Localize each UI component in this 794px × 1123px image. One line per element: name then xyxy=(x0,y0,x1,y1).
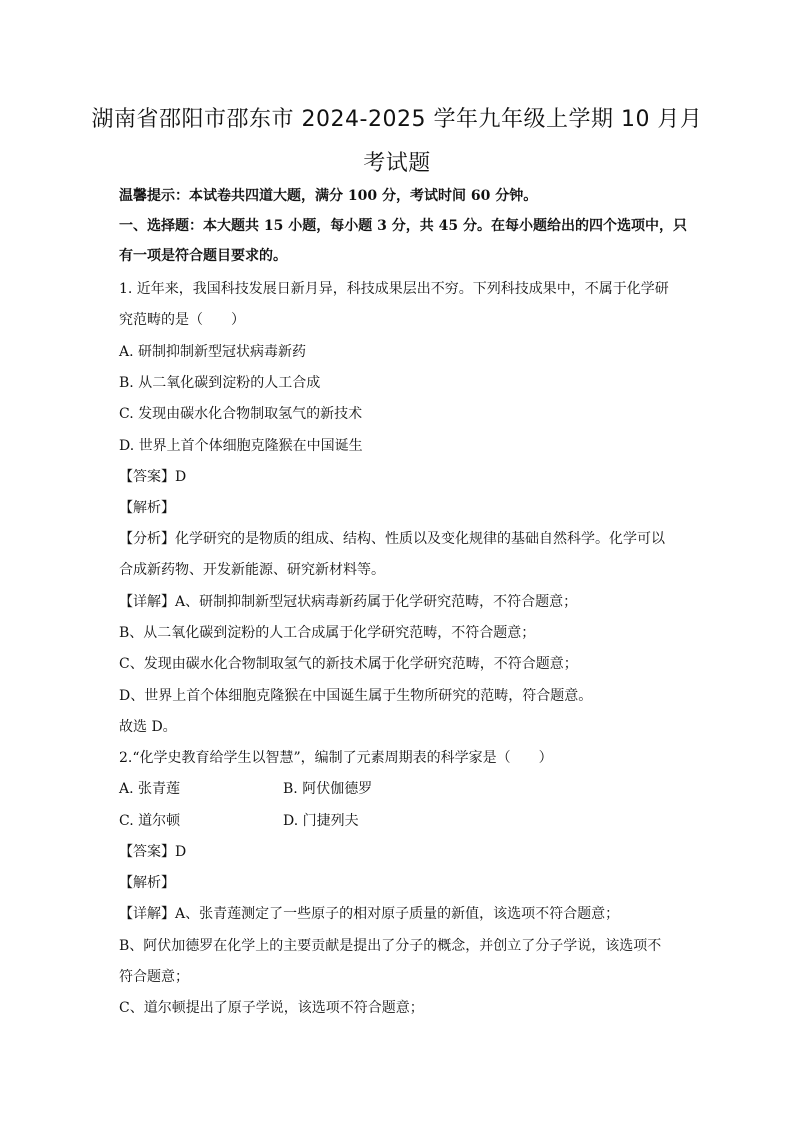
q1-option-d: D. 世界上首个体细胞克隆猴在中国诞生 xyxy=(119,438,363,454)
q2-answer: 【答案】D xyxy=(119,844,187,860)
q2-option-a: A. 张青莲 xyxy=(119,781,181,797)
q2-detail-line1: 【详解】A、张青莲测定了一些原子的相对原子质量的新值，该选项不符合题意； xyxy=(119,906,620,922)
q1-option-c: C. 发现由碳水化合物制取氢气的新技术 xyxy=(119,406,363,422)
q1-detail-d: D、世界上首个体细胞克隆猴在中国诞生属于生物所研究的范畴，符合题意。 xyxy=(119,688,593,704)
q1-fenxi-line1: 【分析】化学研究的是物质的组成、结构、性质以及变化规律的基础自然科学。化学可以 xyxy=(119,531,665,547)
q1-analysis-label: 【解析】 xyxy=(119,500,175,516)
notice: 温馨提示：本试卷共四道大题，满分 100 分，考试时间 60 分钟。 xyxy=(119,188,538,204)
q2-option-c: C. 道尔顿 xyxy=(119,813,181,829)
q1-stem-line2: 究范畴的是（ ） xyxy=(119,312,245,328)
section1-heading-line1: 一、选择题：本大题共 15 小题，每小题 3 分，共 45 分。在每小题给出的四个选项中，只 xyxy=(119,218,687,234)
q1-conclusion: 故选 D。 xyxy=(119,719,177,735)
q1-option-a: A. 研制抑制新型冠状病毒新药 xyxy=(119,344,307,360)
q2-detail-line3: 符合题意； xyxy=(119,969,189,985)
q1-fenxi-line2: 合成新药物、开发新能源、研究新材料等。 xyxy=(119,562,385,578)
q1-detail-c: C、发现由碳水化合物制取氢气的新技术属于化学研究范畴，不符合题意； xyxy=(119,656,578,672)
q1-detail-b: B、从二氧化碳到淀粉的人工合成属于化学研究范畴，不符合题意； xyxy=(119,625,536,641)
q1-answer: 【答案】D xyxy=(119,469,187,485)
doc-title-line1: 湖南省邵阳市邵东市 2024-2025 学年九年级上学期 10 月月 xyxy=(91,107,703,132)
q1-option-b: B. 从二氧化碳到淀粉的人工合成 xyxy=(119,375,321,391)
q2-detail-line4: C、道尔顿提出了原子学说，该选项不符合题意； xyxy=(119,1000,424,1016)
section1-heading-line2: 有一项是符合题目要求的。 xyxy=(119,248,287,264)
q2-option-b: B. 阿伏伽德罗 xyxy=(283,781,373,797)
q1-detail-a: 【详解】A、研制抑制新型冠状病毒新药属于化学研究范畴，不符合题意； xyxy=(119,594,578,610)
q2-detail-line2: B、阿伏加德罗在化学上的主要贡献是提出了分子的概念，并创立了分子学说，该选项不 xyxy=(119,938,662,954)
doc-title-line2: 考试题 xyxy=(363,151,431,176)
q2-analysis-label: 【解析】 xyxy=(119,875,175,891)
q2-stem: 2.“化学史教育给学生以智慧”，编制了元素周期表的科学家是（ ） xyxy=(119,750,553,766)
q1-stem-line1: 1. 近年来，我国科技发展日新月异，科技成果层出不穷。下列科技成果中，不属于化学研 xyxy=(119,281,669,297)
q2-option-d: D. 门捷列夫 xyxy=(283,813,359,829)
